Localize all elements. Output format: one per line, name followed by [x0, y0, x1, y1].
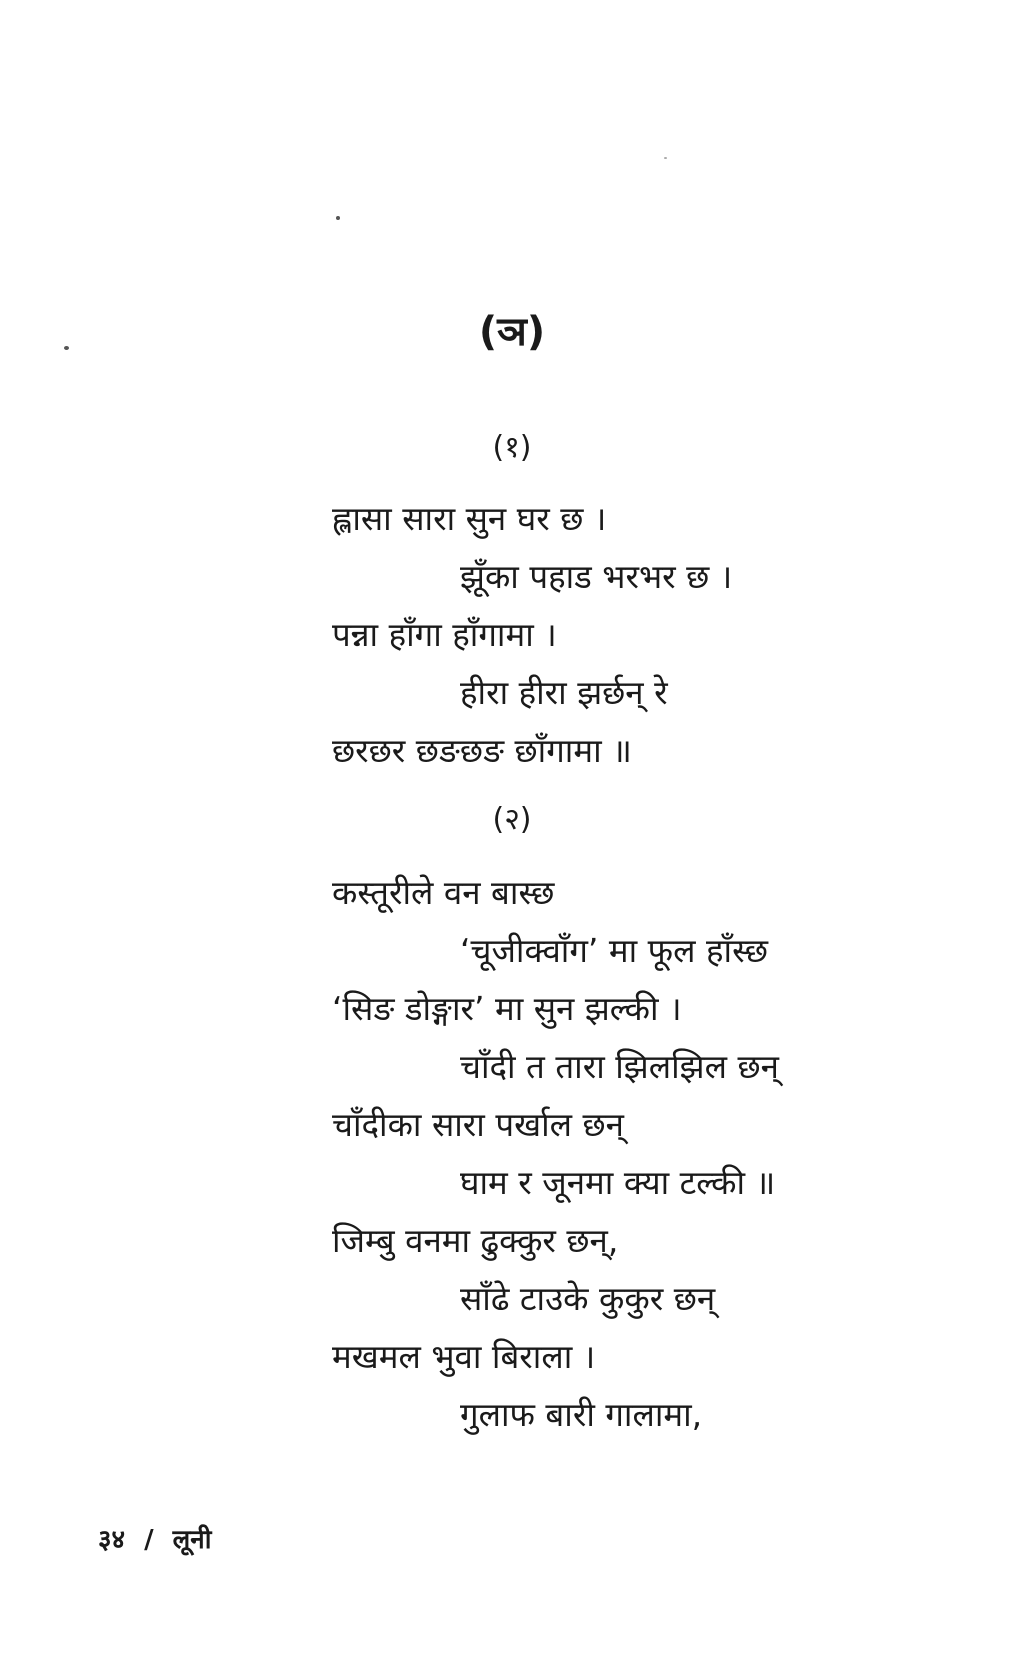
verse-line: जिम्बु वनमा ढुक्कुर छन्, [332, 1221, 619, 1260]
verse-line: कस्तूरीले वन बास्छ [332, 873, 555, 912]
page-number: ३४ [98, 1525, 126, 1555]
book-title: लूनी [172, 1525, 212, 1555]
verse-line: ‘चूजीक्वाँग’ मा फूल हाँस्छ [460, 931, 769, 970]
verse-line: चाँदीका सारा पर्खाल छन् [332, 1105, 624, 1144]
verse-line: गुलाफ बारी गालामा, [460, 1395, 703, 1434]
stanza-number: (२) [492, 802, 532, 837]
scan-speck [664, 157, 667, 159]
verse-line: हीरा हीरा झर्छन् रे [460, 673, 668, 712]
footer-separator: / [144, 1525, 154, 1555]
verse-line: चाँदी त तारा झिलझिल छन् [460, 1047, 779, 1086]
verse-line: ‘सिङ डोङ्गार’ मा सुन झल्की । [332, 989, 682, 1028]
scan-speck [336, 216, 340, 220]
verse-line: छरछर छङछङ छाँगामा ॥ [332, 731, 632, 770]
verse-line: ह्लासा सारा सुन घर छ । [332, 499, 607, 538]
section-title: (ञ) [478, 309, 546, 355]
verse-line: झूँका पहाड भरभर छ । [460, 557, 733, 596]
verse-line: घाम र जूनमा क्या टल्की ॥ [460, 1163, 776, 1202]
page-footer [98, 1524, 211, 1556]
verse-line: पन्ना हाँगा हाँगामा । [332, 615, 557, 654]
stanza-number: (१) [492, 430, 532, 465]
verse-line: मखमल भुवा बिराला । [332, 1337, 596, 1376]
verse-line: साँढे टाउके कुकुर छन् [460, 1279, 716, 1318]
